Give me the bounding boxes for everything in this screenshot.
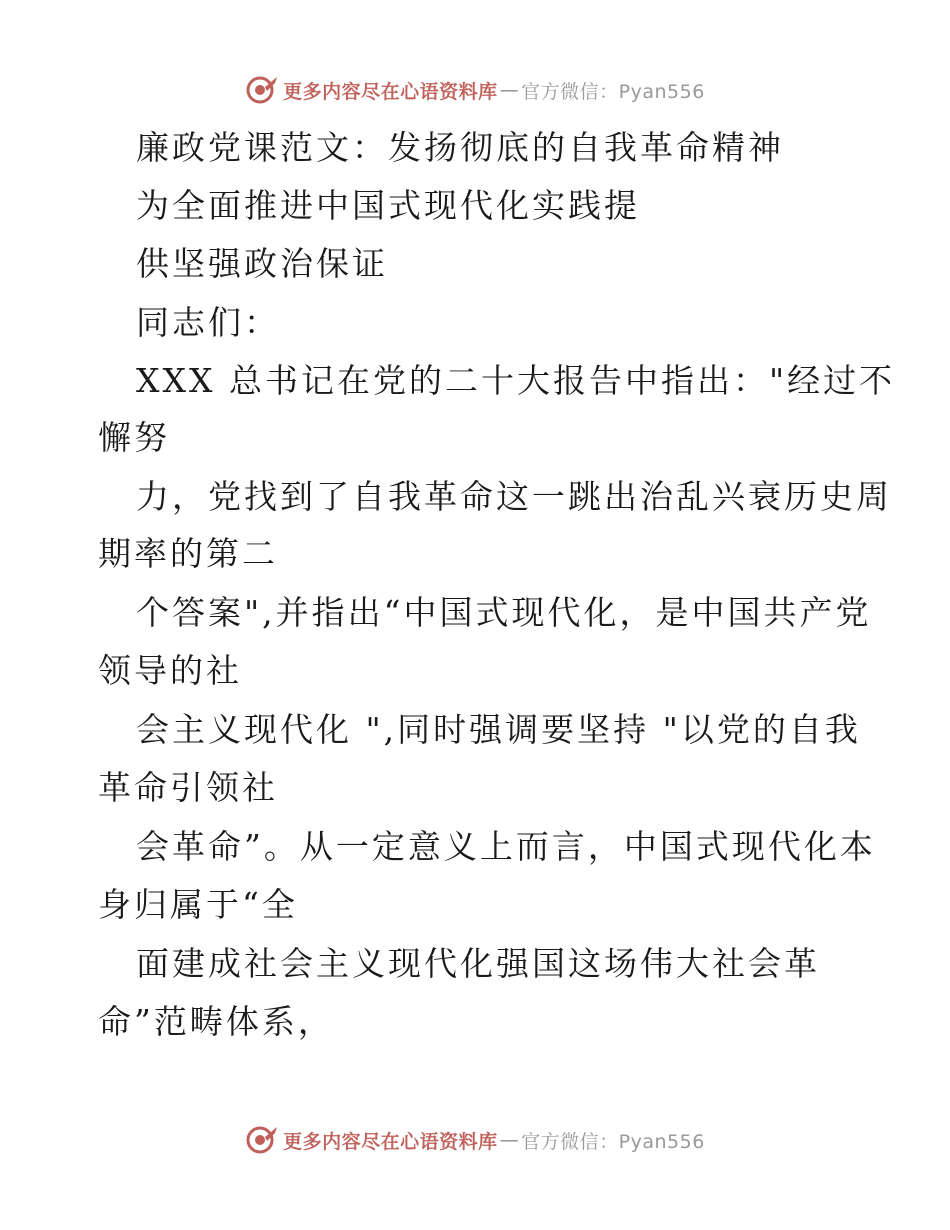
body-line: 会革命”。从一定意义上而言，中国式现代化本: [136, 827, 876, 866]
watermark-contact-text: 官方微信：Pyan556: [521, 1130, 705, 1153]
watermark-dash: —: [499, 1129, 520, 1151]
document-title-line-1: 廉政党课范文：发扬彻底的自我革命精神: [136, 128, 784, 167]
body-line: 会主义现代化 ",同时强调要坚持 "以党的自我: [136, 710, 861, 749]
body-line: 领导的社: [98, 651, 242, 690]
body-line: 懈努: [98, 418, 170, 457]
salutation: 同志们：: [136, 303, 280, 342]
body-line: 命”范畴体系，: [98, 1002, 334, 1041]
pen-logo-icon: [245, 73, 279, 107]
body-line: 革命引领社: [98, 768, 278, 807]
body-line: 面建成社会主义现代化强国这场伟大社会革: [136, 944, 820, 983]
watermark-dash: —: [499, 79, 520, 101]
body-line: 力，党找到了自我革命这一跳出治乱兴衰历史周: [136, 477, 892, 516]
document-title-line-3: 供坚强政治保证: [136, 244, 388, 283]
body-line: 身归属于“全: [98, 885, 298, 924]
document-title-line-2: 为全面推进中国式现代化实践提: [136, 186, 640, 225]
watermark-contact-text: 官方微信：Pyan556: [521, 80, 705, 103]
footer-watermark: [0, 1120, 950, 1160]
header-watermark: [0, 70, 950, 110]
body-line: XXX 总书记在党的二十大报告中指出："经过不: [136, 361, 896, 400]
body-line: 个答案",并指出“中国式现代化，是中国共产党: [136, 593, 872, 632]
watermark-site-text: 更多内容尽在心语资料库: [283, 1130, 498, 1153]
pen-logo-icon: [245, 1123, 279, 1157]
body-line: 期率的第二: [98, 534, 278, 573]
watermark-site-text: 更多内容尽在心语资料库: [283, 80, 498, 103]
